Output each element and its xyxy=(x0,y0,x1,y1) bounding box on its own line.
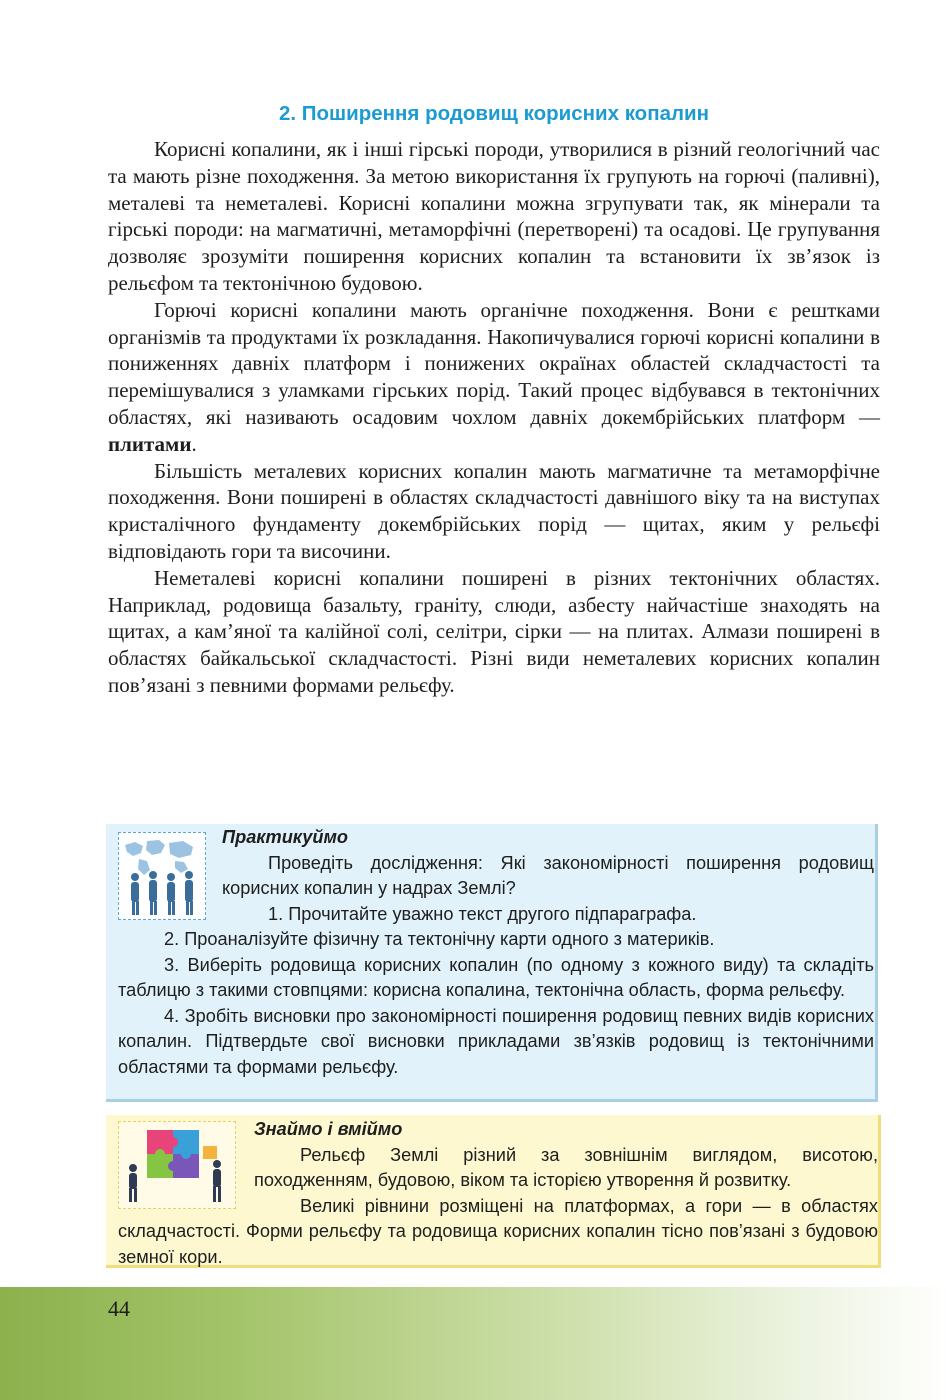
paragraph-2 xyxy=(108,297,880,458)
term-plates: плитами xyxy=(108,431,192,456)
main-text xyxy=(108,136,880,699)
practice-step-2: 2. Проаналізуйте фізичну та тектонічну карти одного з материків. xyxy=(164,929,715,949)
people-map-icon xyxy=(118,832,206,920)
practice-intro: Проведіть дослідження: Які закономірності поширення родовищ корисних копалин у надрах Землі? xyxy=(222,852,874,898)
know-line-1: Рельєф Землі різний за зовнішнім виглядом, висотою, походженням, будовою, віком та історією утворення й розвитку. xyxy=(254,1144,878,1190)
practice-heading: Практикуймо xyxy=(222,827,349,847)
know-content xyxy=(106,1115,878,1270)
footer-band xyxy=(0,1287,952,1400)
paragraph-2-text: Горючі корисні копалини мають органічне походження. Вони є рештками організмів та продуктами їх розкладання. Накопичувалися горючі корисні копалини в пониженнях давніх платформ і понижених окраїнах областей складчастості та перемішувалися з уламками гірських порід. Такий процес відбувався в тектонічних областях, які називають осадовим чохлом давніх докембрійських платформ — xyxy=(108,297,880,429)
practice-content xyxy=(106,824,874,1080)
puzzle-people-icon xyxy=(118,1121,236,1209)
practice-box xyxy=(106,824,878,1102)
page-number: 44 xyxy=(108,1296,130,1321)
paragraph-2-end: . xyxy=(191,431,197,456)
practice-step-1: 1. Прочитайте уважно текст другого підпараграфа. xyxy=(268,903,697,924)
paragraph-4: Неметалеві корисні копалини поширені в різних тектонічних областях. Наприклад, родовища базальту, граніту, слюди, азбесту найчастіше знаходять на щитах, а кам’яної та калійної солі, селітри, сірки — на плитах. Алмази поширені в областях байкальської складчастості. Різні види неметалевих корисних копалин пов’язані з певними формами рельєфу. xyxy=(108,565,880,697)
paragraph-3: Більшість металевих корисних копалин мають магматичне та метаморфічне походження. Вони поширені в областях складчастості давнішого віку та на виступах кристалічного фундаменту докембрійських порід — щитах, яким у рельєфі відповідають гори та височини. xyxy=(108,458,880,563)
know-heading: Знаймо і вміймо xyxy=(254,1119,403,1139)
paragraph-1: Корисні копалини, як і інші гірські породи, утворилися в різний геологічний час та мають різне походження. За метою використання їх групують на горючі (паливні), металеві та неметалеві. Корисні копалини можна згрупувати так, як мінерали та гірські породи: на магматичні, метаморфічні (перетворені) та осадові. Це групування дозволяє зрозуміти поширення корисних копалин та встановити їх зв’язок із рельєфом та тектонічною будовою. xyxy=(108,137,880,295)
know-line-2: Великі рівнини розміщені на платформах, а гори — в областях складчастості. Форми рельєфу та родовища корисних копалин тісно пов’язані з будовою земної кори. xyxy=(118,1195,878,1267)
practice-step-3: 3. Виберіть родовища корисних копалин (по одному з кожного виду) та складіть таблицю з такими стовпцями: корисна копалина, тектонічна область, форма рельєфу. xyxy=(118,954,874,1000)
section-title: 2. Поширення родовищ корисних копалин xyxy=(278,102,709,125)
know-box xyxy=(106,1115,881,1268)
practice-step-4: 4. Зробіть висновки про закономірності поширення родовищ певних видів корисних копалин. Підтвердьте свої висновки прикладами зв’язків родовищ із тектонічними областями та формами рельєфу. xyxy=(118,1005,874,1077)
